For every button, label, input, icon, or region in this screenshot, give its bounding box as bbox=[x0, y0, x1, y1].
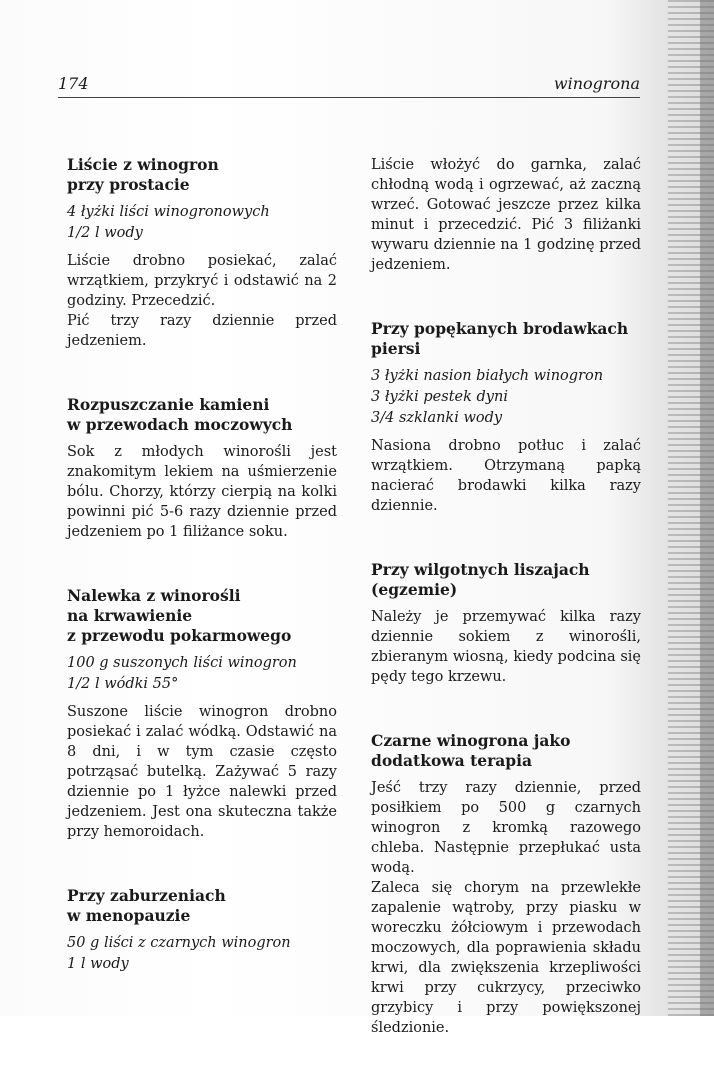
recipe-title-line: Czarne winogrona jako bbox=[371, 731, 571, 750]
ingredient: 100 g suszonych liści winogron bbox=[67, 655, 297, 671]
recipe-title-line: Przy wilgotnych liszajach bbox=[371, 560, 590, 579]
ingredient: 3 łyżki pestek dyni bbox=[371, 389, 508, 405]
header-rule bbox=[58, 97, 640, 98]
recipe-title-line: w przewodach moczowych bbox=[67, 415, 293, 434]
recipe-section bbox=[371, 319, 641, 516]
recipe-instructions: Liście włożyć do garnka, zalać chłodną wodą i ogrzewać, aż zaczną wrzeć. Gotować jeszcze przez kilka minut i przecedzić. Pić 3 filiżanki wywaru dziennie na 1 godzinę przed jedzeniem. bbox=[371, 157, 641, 273]
recipe-instructions: Sok z młodych winorośli jest znakomitym lekiem na uśmierzenie bólu. Chorzy, którzy cierpią na kolki powinni pić 5-6 razy dziennie przed jedzeniem po 1 filiżance soku. bbox=[67, 444, 337, 540]
book-spine-shadow bbox=[700, 0, 714, 1016]
recipe-title-line: Liście z winogron bbox=[67, 155, 219, 174]
recipe-title-line: Rozpuszczanie kamieni bbox=[67, 395, 270, 414]
recipe-section bbox=[371, 560, 641, 687]
ingredient: 50 g liści z czarnych winogron bbox=[67, 935, 291, 951]
ingredient: 4 łyżki liści winogronowych bbox=[67, 204, 270, 220]
recipe-title bbox=[67, 586, 337, 646]
ingredient-list bbox=[371, 366, 641, 429]
recipe-title-line: Przy popękanych brodawkach bbox=[371, 319, 629, 338]
ingredient: 1 l wody bbox=[67, 956, 129, 972]
recipe-title bbox=[371, 319, 641, 359]
right-column bbox=[371, 155, 641, 1082]
recipe-instructions: Nasiona drobno potłuc i zalać wrzątkiem. Otrzymaną papką nacierać brodawki kilka razy dziennie. bbox=[371, 438, 641, 514]
recipe-section bbox=[371, 731, 641, 1038]
recipe-instructions: Zaleca się chorym na przewlekłe zapalenie wątroby, przy piasku w woreczku żółciowym i przewodach moczowych, dla poprawienia składu krwi, dla zwiększenia krzepliwości krwi przy cukrzycy, przeciwko grzybicy i przy powiększonej śledzionie. bbox=[371, 880, 641, 1036]
recipe-section bbox=[67, 886, 337, 975]
running-head: winogrona bbox=[553, 74, 640, 93]
page-header bbox=[58, 70, 640, 98]
recipe-section bbox=[67, 155, 337, 351]
recipe-title bbox=[67, 155, 337, 195]
recipe-section bbox=[67, 586, 337, 842]
recipe-instructions: Liście drobno posiekać, zalać wrzątkiem, przykryć i odstawić na 2 godziny. Przecedzić. bbox=[67, 253, 337, 309]
ingredient: 1/2 l wody bbox=[67, 225, 143, 241]
recipe-section bbox=[67, 395, 337, 542]
recipe-title-line: dodatkowa terapia bbox=[371, 751, 533, 770]
recipe-section bbox=[371, 155, 641, 275]
recipe-title bbox=[371, 560, 641, 600]
ingredient: 1/2 l wódki 55° bbox=[67, 676, 179, 692]
recipe-title bbox=[371, 731, 641, 771]
recipe-title bbox=[67, 395, 337, 435]
recipe-title bbox=[67, 886, 337, 926]
recipe-title-line: piersi bbox=[371, 339, 421, 358]
recipe-title-line: w menopauzie bbox=[67, 906, 191, 925]
recipe-instructions: Jeść trzy razy dziennie, przed posiłkiem po 500 g czarnych winogron z kromką razowego chleba. Następnie przepłukać usta wodą. bbox=[371, 780, 641, 876]
ingredient-list bbox=[67, 202, 337, 244]
recipe-instructions: Suszone liście winogron drobno posiekać i zalać wódką. Odstawić na 8 dni, i w tym czasie często potrząsać butelką. Zażywać 5 razy dziennie po 1 łyżce nalewki przed jedzeniem. Jest ona skuteczna także przy hemoroidach. bbox=[67, 704, 337, 840]
page-number: 174 bbox=[58, 74, 89, 93]
recipe-title-line: Przy zaburzeniach bbox=[67, 886, 226, 905]
recipe-title-line: z przewodu pokarmowego bbox=[67, 626, 292, 645]
ingredient-list bbox=[67, 933, 337, 975]
recipe-title-line: (egzemie) bbox=[371, 580, 458, 599]
ingredient-list bbox=[67, 653, 337, 695]
recipe-title-line: przy prostacie bbox=[67, 175, 190, 194]
recipe-title-line: na krwawienie bbox=[67, 606, 193, 625]
left-column bbox=[67, 155, 337, 1019]
recipe-title-line: Nalewka z winorośli bbox=[67, 586, 241, 605]
recipe-instructions: Należy je przemywać kilka razy dziennie sokiem z winorośli, zbieranym wiosną, kiedy podcina się pędy tego krzewu. bbox=[371, 609, 641, 685]
recipe-instructions: Pić trzy razy dziennie przed jedzeniem. bbox=[67, 313, 337, 349]
ingredient: 3/4 szklanki wody bbox=[371, 410, 503, 426]
ingredient: 3 łyżki nasion białych winogron bbox=[371, 368, 604, 384]
